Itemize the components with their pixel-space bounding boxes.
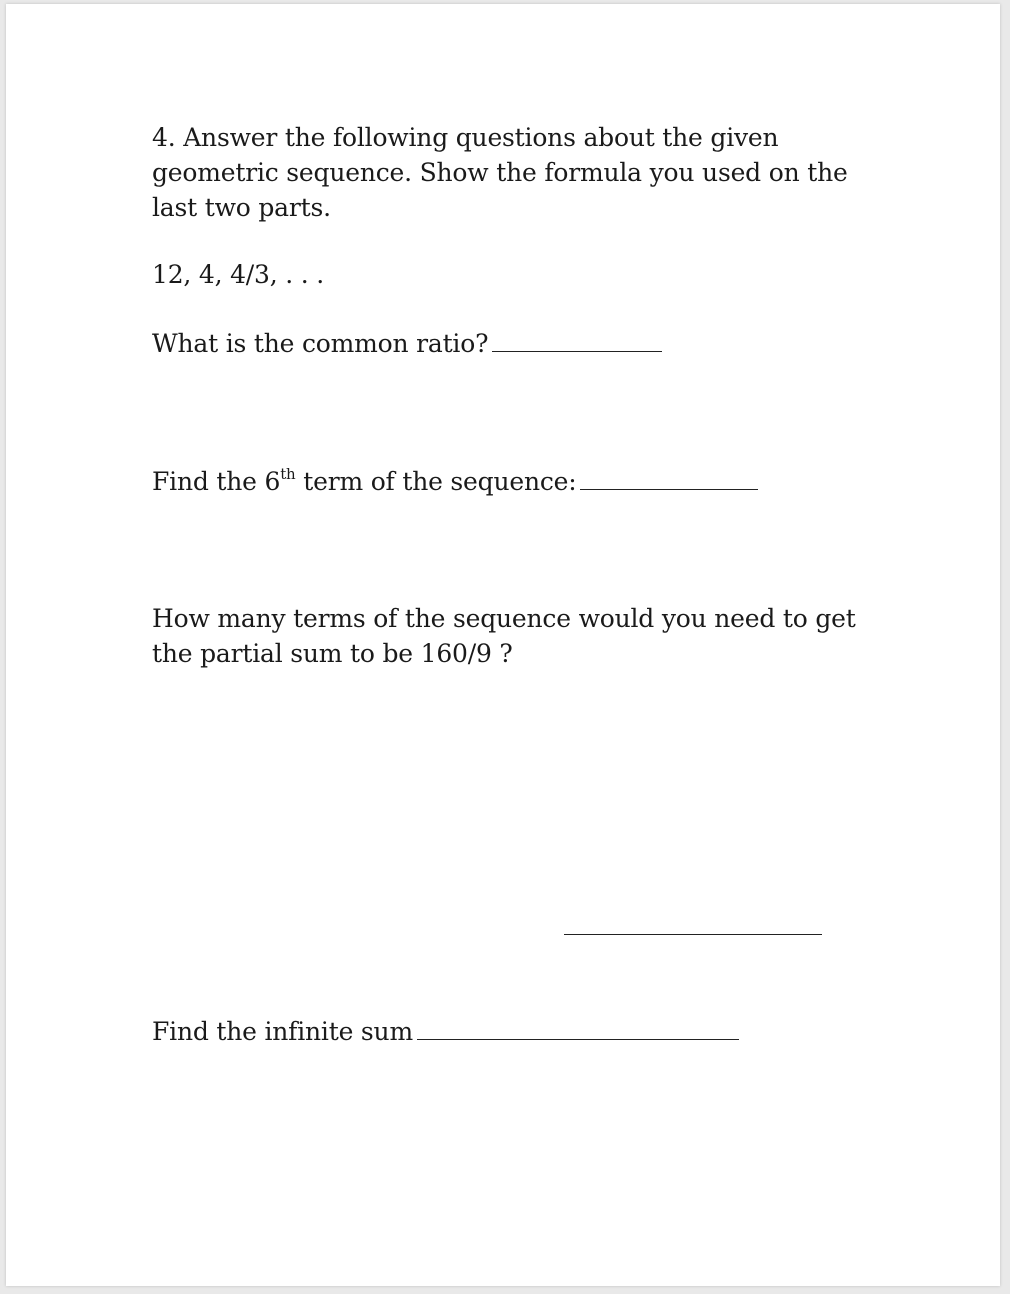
sequence-terms: 12, 4, 4/3, . . . [152,260,324,289]
terms-needed-question-line-1: How many terms of the sequence would you need to get [152,604,856,633]
sixth-term-label-suffix: term of the sequence: [295,467,577,496]
sixth-term-answer-blank[interactable] [580,487,758,490]
infinite-sum-label: Find the infinite sum [152,1017,413,1046]
sixth-term-label-prefix: Find the 6 [152,467,281,496]
common-ratio-answer-blank[interactable] [492,349,662,352]
common-ratio-label: What is the common ratio? [152,329,489,358]
common-ratio-question [152,326,662,361]
question-intro-line-2: geometric sequence. Show the formula you used on the [152,158,848,187]
question-intro-line-1: 4. Answer the following questions about the given [152,123,779,152]
sixth-term-superscript: th [280,464,296,483]
worksheet-page [6,4,1000,1286]
infinite-sum-question [152,1014,739,1049]
terms-needed-question-line-2: the partial sum to be 160/9 ? [152,639,513,668]
terms-needed-answer-blank[interactable] [564,934,822,935]
infinite-sum-answer-blank[interactable] [417,1037,739,1040]
question-intro-line-3: last two parts. [152,193,331,222]
sixth-term-question [152,464,758,499]
